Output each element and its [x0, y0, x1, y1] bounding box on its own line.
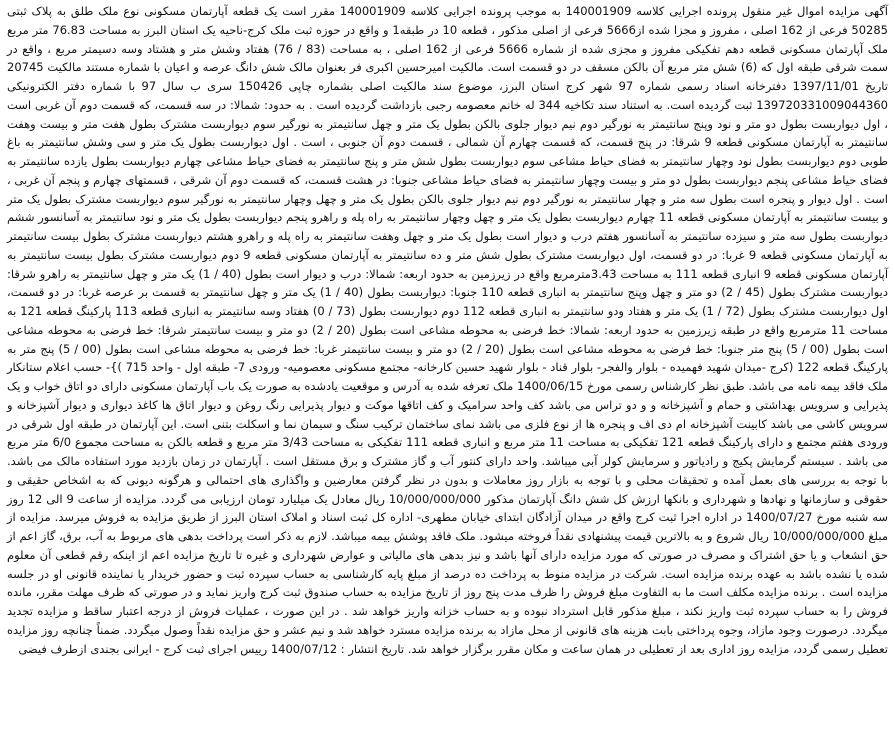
auction-notice-text: آگهی مزایده اموال غیر منقول پرونده اجرایی کلاسه 140001909 به موجب پرونده اجرایی کلاسه 140001909 مقرر است یک قطعه آپارتمان مسکونی نوع ملک طلق به پلاک ثبتی 50285 فرعی از 162 اصلی ، مفروز و مجزا شده از5666 فرعی از اصلی مذکور ، قطعه 10 در طبقه1 و واقع در حوزه ثبت ملک کرج-ناحیه یک استان البرز به مساحت 76.83 متر مربع ملک آپارتمان مسکونی قطعه دهم تفکیکی مفروز و مجزی شده از شماره 5666 فرعی از 162 اصلی ، به مساحت (83 / 76) هفتاد وشش متر و هشتاد وسه دسیمتر مربع ، واقع در سمت شرقی طبقه اول که (6) شش متر مربع آن بالکن مسقف در دو قسمت است. مالکیت امیرحسین اکبری فر بعنوان مالک شش دانگ عرصه و اعیان با شماره مستند مالکیت 20745 تاریخ 1397/11/01 دفترخانه اسناد رسمی شماره 97 شهر کرج استان البرز، موضوع سند مالکیت اصلی بشماره چاپی 150426 سری ب سال 97 با شماره دفتر الکترونیکی 139720331009044360 ثبت گردیده است. به استناد سند تکاخیه 344 له خانم معصومه رجبی بازداشت گردیده است . به حدود: شمالا: در سه قسمت، که قسمت دوم آن غربی است ، اول دیواربست بطول دو متر و نود وپنج سانتیمتر به نورگیر دوم نیم دیوار جلوی بالکن بطول یک متر و چهل سانتیمتر به نورگیر سوم دیواربست مشترک بطول هفت متر و بیست وهفت سانتیمتر به آپارتمان مسکونی قطعه 9 شرقا: در پنج قسمت، که قسمت چهارم آن شمالی ، قسمت دوم آن جنوبی ، است . اول دیواربست بطول یک متر و سی وشش سانتیمتر به باغ طوبی دوم دیواربست بطول نود وچهار سانتیمتر به فضای حیاط مشاعی سوم دیواربست بطول شش متر و پنج سانتیمتر به فضای حیاط مشاعی چهارم دیواربست بطول یازده سانتیمتر به فضای حیاط مشاعی پنجم دیواربست بطول دو متر و بیست وچهار سانتیمتر به فضای حیاط مشاعی جنوبا: در هشت قسمت، که قسمت دوم آن شرقی ، قسمتهای چهارم و پنجم آن غربی ، است . اول دیوار و پنجره است بطول سه متر و چهار سانتیمتر به نورگیر دوم نیم دیوار جلوی بالکن بطول یک متر و چهل وچهار سانتیمتر به نورگیر سوم دیواربست مشترک بطول یک متر و بیست سانتیمتر به آپارتمان مسکونی قطعه 11 چهارم دیواربست بطول یک متر و چهل وچهار سانتیمتر به راه پله و راهرو پنجم دیواربست بطول یک متر و نود سانتیمتر به آسانسور ششم دیواربست بطول سه متر و سیزده سانتیمتر به آسانسور هفتم درب و دیوار است بطول یک متر و چهل وهفت سانتیمتر به راه پله و راهرو هشتم دیواربست مشترک بطول بیست سانتیمتر به آپارتمان مسکونی قطعه 9 غربا: در دو قسمت، اول دیواربست مشترک بطول شش متر و ده سانتیمتر به آپارتمان مسکونی قطعه 9 دوم دیواربست مشترک بطول بیست سانتیمتر به آپارتمان مسکونی قطعه 9 انباری قطعه 111 به مساحت 3.43مترمربع واقع در زیرزمین به حدود اربعه: شمالا: درب و دیوار است بطول (40 / 1) یک متر و چهل سانتیمتر به راهرو شرقا: دیواربست مشترک بطول (45 / 2) دو متر و چهل وپنج سانتیمتر به انباری قطعه 110 جنوبا: دیواربست بطول (40 / 1) یک متر و چهل سانتیمتر به قسمت بر عرصه غربا: در دو قسمت، اول دیواربست مشترک بطول (72 / 1) یک متر و هفتاد ودو سانتیمتر به انباری قطعه 112 دوم دیواربست بطول (73 / 0) هفتاد وسه سانتیمتر به انباری قطعه 113 پارکینگ قطعه 121 به مساحت 11 مترمربع واقع در طبقه زیرزمین به حدود اربعه: شمالا: خط فرضی به محوطه مشاعی است بطول (20 / 2) دو متر و بیست سانتیمتر شرقا: خط فرضی به محوطه مشاعی است بطول (00 / 5) پنج متر جنوبا: خط فرضی به محوطه مشاعی است بطول (20 / 2) دو متر و بیست سانتیمتر غربا: خط فرضی به محوطه مشاعی است بطول (00 / 5) پنج متر به پارکینگ قطعه 122 (کرج -میدان شهید فهمیده - بلوار والفجر- بلوار قناد - بلوار شهید حسین کارخانه- مجتمع مسکونی معصومیه- ورودی 7- طبقه اول - واحد 715 )}- حسب اعلام ستانکار ملک فاقد بیمه نامه می باشد. طبق نظر کارشناس رسمی مورخ 1400/06/15 ملک تعرفه شده به آدرس و موقعیت یادشده به صورت یک باب آپارتمان مسکونی دارای دو اتاق خواب و یک پذیرایی و سرویس بهداشتی و حمام و آشپزخانه و و دو تراس می باشد کف واحد سرامیک و کف اتاقها موکت و دیوار پذیرایی رنگ روغن و دیوار اتاق ها کاغذ دیواری و دیوار آشپزخانه و سرویس کاشی می باشد کابینت آشپزخانه ام دی اف و پنجره ها از نوع فلزی می باشد نمای ساختمان ترکیب سنگ و سیمان نما و اسکلت بتنی است. این آپارتمان در طبقه اول شرقی در ورودی هفتم مجتمع و دارای پارکینگ قطعه 121 تفکیکی به مساحت 11 متر مربع و انباری قطعه 111 تفکیکی به مساحت 3/43 متر مربع و قطعه بالکن به مساحت مجموع 6/0 متر مربع می باشد . سیستم گرمایش پکیج و رادیاتور و سرمایش کولر آبی میباشد. واحد دارای کنتور آب و گاز مشترک و برق مستقل است . آپارتمان در زمان بازدید مورد استفاده مالک می باشد. با توجه به بررسی های بعمل آمده و تحقیقات محلی و با توجه به بازار روز معاملات و بدون در نظر گرفتن معارضین و واگذاری های احتمالی و هرگونه دیونی که به اشخاص حقیقی و حقوقی و سازمانها و نهادها و شهرداری و بانکها ارزش کل شش دانگ آپارتمان مذکور 10/000/000/000 ریال معادل یک میلیارد تومان ارزیابی می گردد. مزایده از ساعت 9 الی 12 روز سه شنبه مورخ 1400/07/27 در اداره اجرا ثبت کرج واقع در میدان آزادگان ابتدای خیابان مطهری- اداره کل ثبت اسناد و املاک استان البرز از طریق مزایده به فروش میرسد. مزایده از مبلغ 10/000/000/000 ریال شروع و به بالاترین قیمت پیشنهادی نقداً فروخته میشود. ملک فاقد پوشش بیمه میباشد. لازم به ذکر است پرداخت بدهی های مربوط به آب، برق، گاز اعم از حق انشعاب و یا حق اشتراک و مصرف در صورتی که مورد مزایده دارای آنها باشد و نیز بدهی های مالیاتی و عوارض شهرداری و غیره تا تاریخ مزایده اعم از اینکه رقم قطعی آن معلوم شده یا نشده باشد به عهده برنده مزایده است. شرکت در مزایده منوط به پرداخت ده درصد از مبلغ پایه کارشناسی به حساب سپرده ثبت و حضور خریدار یا نماینده قانونی او در جلسه مزایده است . برنده مزایده مکلف است ما به التفاوت مبلغ فروش را ظرف مدت پنج روز از تاریخ مزایده به حساب صندوق ثبت کرج واریز نماید و در صورتی که ظرف مهلت مقرر، مانده فروش را به حساب سپرده ثبت واریز نکند ، مبلغ مذکور قابل استرداد نبوده و به حساب خزانه واریز خواهد شد . در این صورت ، عملیات فروش از درجه اعتبار ساقط و مزایده تجدید میگردد. درصورت وجود مازاد، وجوه پرداختی بابت هزینه های قانونی از محل مازاد به برنده مزایده مسترد خواهد شد و نیم عشر و حق مزایده نقداً وصول میگردد. ضمناً چنانچه روز مزایده تعطیل رسمی گردد، مزایده روز اداری بعد از تعطیلی در همان ساعت و مکان مقرر برگزار خواهد شد. تاریخ انتشار : 1400/07/12 رییس اجرای ثبت کرج - ایرانی بجندی ازطرف فیضی [7, 4, 889, 656]
